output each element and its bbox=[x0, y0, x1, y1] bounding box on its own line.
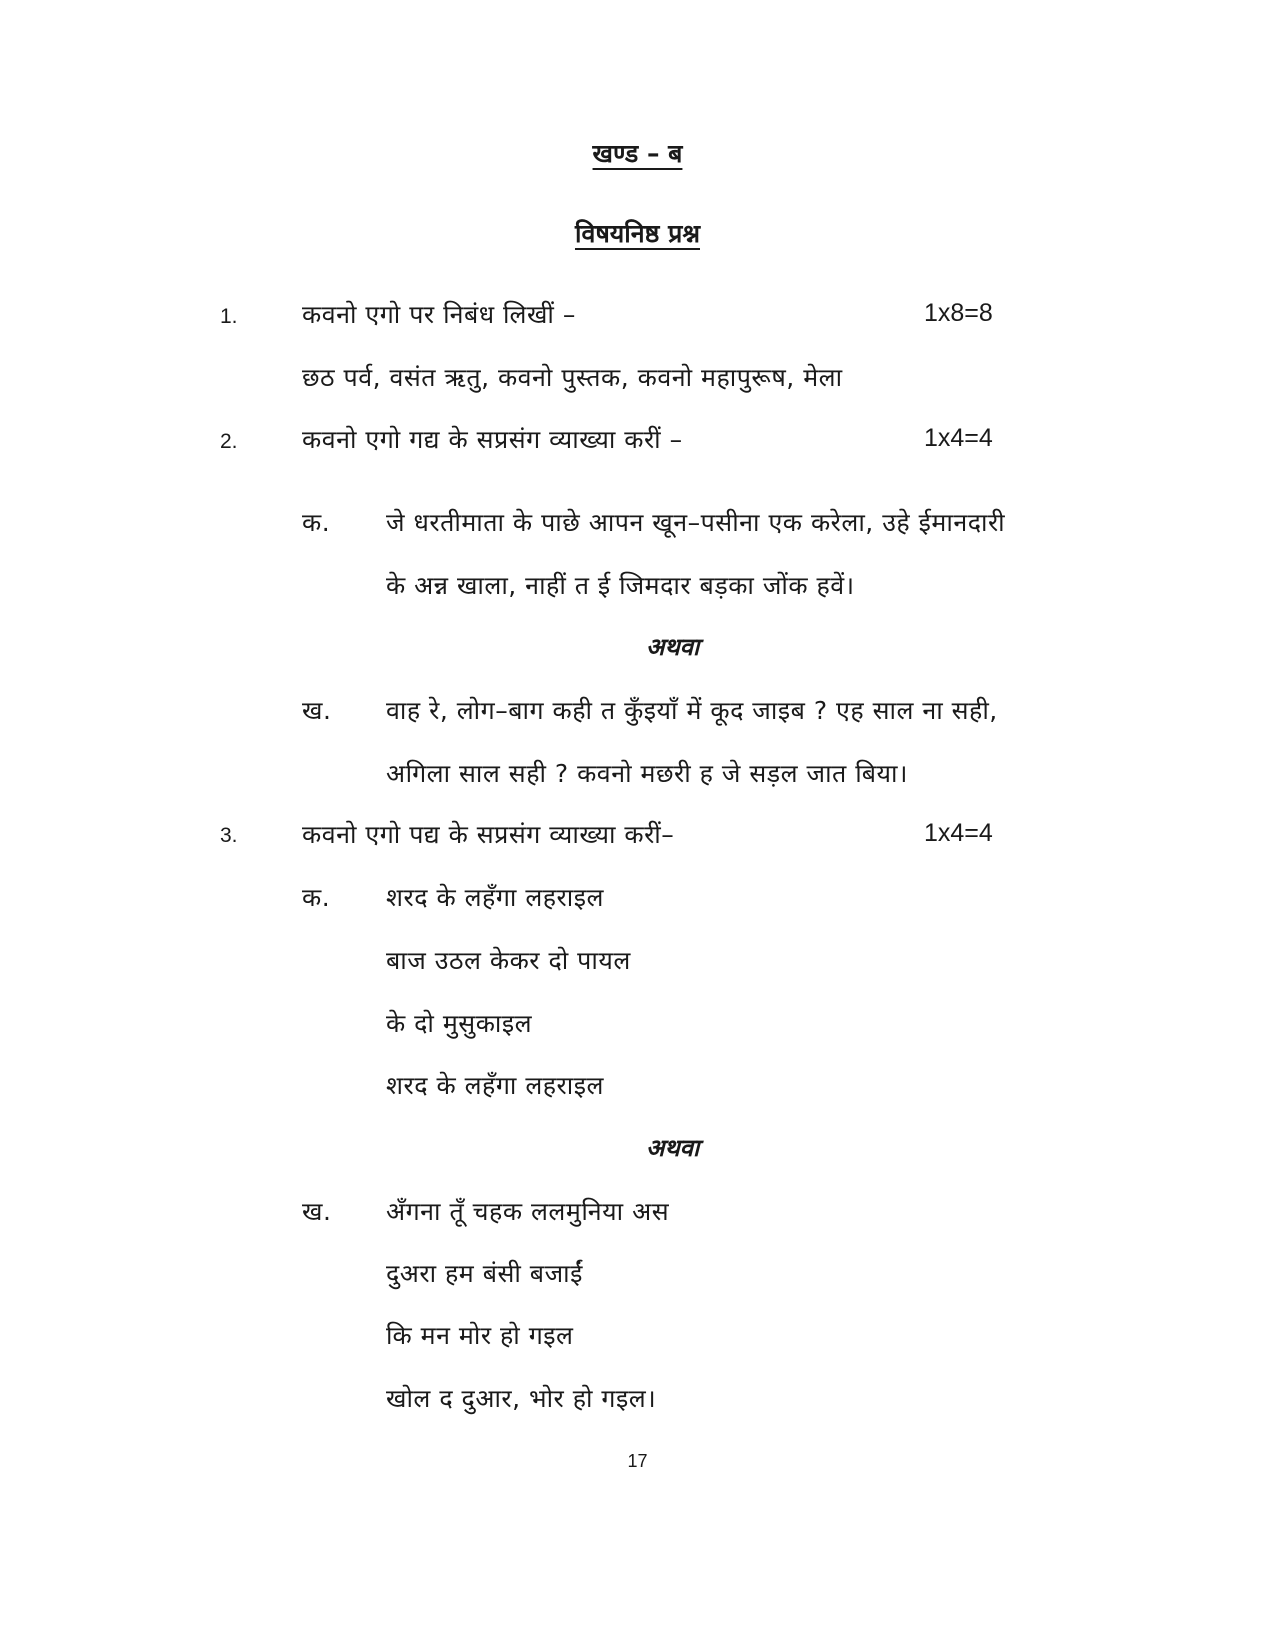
or-divider: अथवा bbox=[646, 1134, 700, 1162]
question-1-text: कवनो एगो पर निबंध लिखीं – bbox=[302, 300, 576, 329]
question-2-option-a-line: जे धरतीमाता के पाछे आपन खून–पसीना एक करेला, उहे ईमानदारी bbox=[386, 508, 1006, 537]
question-2-option-a-label: क. bbox=[302, 508, 331, 537]
question-3-number: 3. bbox=[220, 824, 238, 847]
or-divider: अथवा bbox=[646, 633, 700, 661]
question-2-text: कवनो एगो गद्य के सप्रसंग व्याख्या करीं – bbox=[302, 425, 683, 454]
question-3-option-b-line: अँगना तूँ चहक ललमुनिया अस bbox=[386, 1197, 670, 1226]
question-3-marks: 1x4=4 bbox=[924, 819, 993, 847]
question-3-option-a-label: क. bbox=[302, 883, 331, 912]
question-2-option-b-line: वाह रे, लोग–बाग कही त कुँइयाँ में कूद जाइब ? एह साल ना सही, bbox=[386, 696, 998, 725]
question-2-marks: 1x4=4 bbox=[924, 424, 993, 452]
question-1-topics: छठ पर्व, वसंत ऋतु, कवनो पुस्तक, कवनो महापुरूष, मेला bbox=[302, 363, 843, 392]
question-1-number: 1. bbox=[220, 305, 238, 328]
section-title: खण्ड – ब bbox=[592, 139, 683, 168]
question-2-option-b-label: ख. bbox=[302, 696, 332, 725]
question-3-option-b-line: खोल द दुआर, भोर हो गइल। bbox=[386, 1384, 657, 1413]
question-2-option-a-line: के अन्न खाला, नाहीं त ई जिमदार बड़का जोंक हवें। bbox=[386, 571, 855, 600]
question-1-marks: 1x8=8 bbox=[924, 299, 993, 327]
page-number: 17 bbox=[627, 1451, 648, 1471]
question-3-option-a-line: के दो मुसुकाइल bbox=[386, 1009, 533, 1038]
section-subtitle: विषयनिष्ठ प्रश्न bbox=[574, 219, 700, 248]
question-3-text: कवनो एगो पद्य के सप्रसंग व्याख्या करीं– bbox=[302, 820, 675, 849]
question-2-number: 2. bbox=[220, 430, 238, 453]
question-3-option-a-line: बाज उठल केकर दो पायल bbox=[386, 946, 631, 975]
question-3-option-b-line: दुअरा हम बंसी बजाईं bbox=[386, 1259, 583, 1288]
question-3-option-b-line: कि मन मोर हो गइल bbox=[386, 1321, 574, 1350]
question-3-option-b-label: ख. bbox=[302, 1197, 332, 1226]
question-3-option-a-line: शरद के लहँगा लहराइल bbox=[386, 1071, 604, 1100]
question-2-option-b-line: अगिला साल सही ? कवनो मछरी ह जे सड़ल जात बिया। bbox=[386, 759, 908, 788]
question-3-option-a-line: शरद के लहँगा लहराइल bbox=[386, 883, 604, 912]
